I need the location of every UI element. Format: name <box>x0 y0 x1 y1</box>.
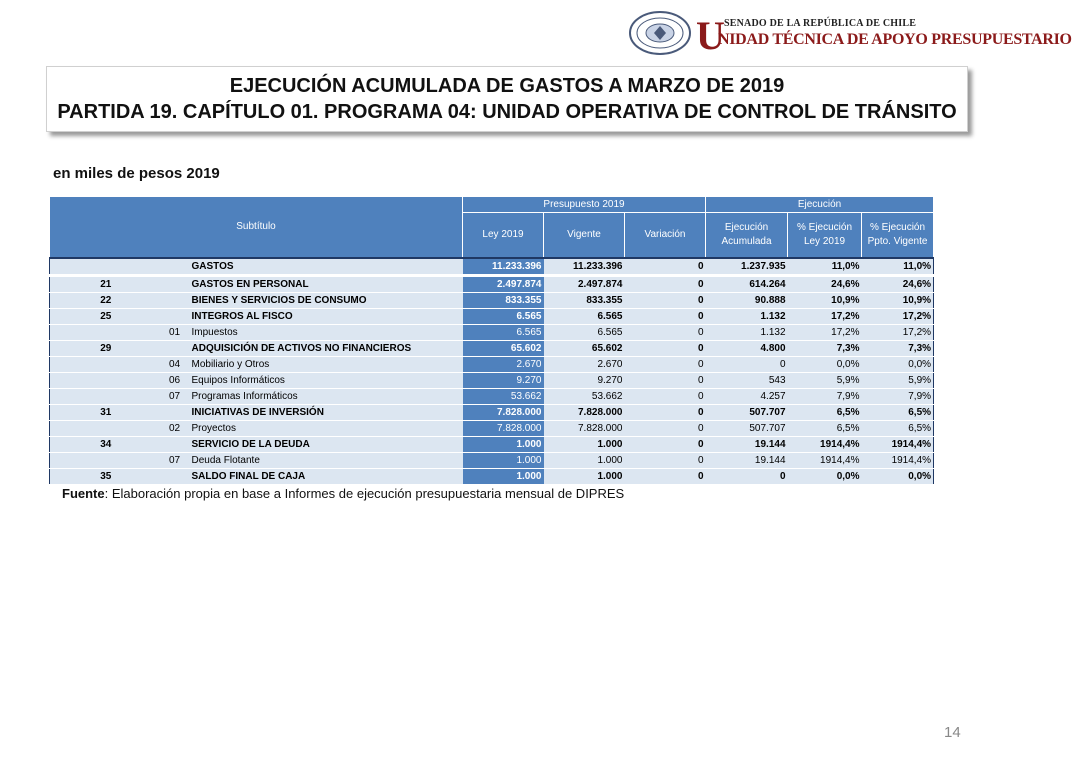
cell-item: 02 <box>162 421 188 437</box>
table-row <box>50 453 934 469</box>
cell-vigente: 2.670 <box>544 357 625 373</box>
cell-variacion: 0 <box>625 293 706 309</box>
cell-name: GASTOS EN PERSONAL <box>188 276 463 293</box>
table-row <box>50 357 934 373</box>
cell-item: 06 <box>162 373 188 389</box>
cell-variacion: 0 <box>625 309 706 325</box>
cell-ejecucion: 507.707 <box>706 405 788 421</box>
cell-pct-vigente: 0,0% <box>862 357 934 373</box>
page-subtitle: PARTIDA 19. CAPÍTULO 01. PROGRAMA 04: UNIDAD OPERATIVA DE CONTROL DE TRÁNSITO <box>57 101 957 123</box>
cell-variacion: 0 <box>625 258 706 276</box>
cell-code <box>50 389 162 405</box>
cell-variacion: 0 <box>625 421 706 437</box>
cell-ejecucion: 90.888 <box>706 293 788 309</box>
cell-variacion: 0 <box>625 325 706 341</box>
cell-ley: 65.602 <box>463 341 544 357</box>
cell-pct-ley: 0,0% <box>788 357 862 373</box>
cell-name: SALDO FINAL DE CAJA <box>188 469 463 485</box>
cell-variacion: 0 <box>625 437 706 453</box>
cell-vigente: 11.233.396 <box>544 258 625 276</box>
cell-ley: 833.355 <box>463 293 544 309</box>
cell-name: INICIATIVAS DE INVERSIÓN <box>188 405 463 421</box>
cell-pct-vigente: 10,9% <box>862 293 934 309</box>
budget-table <box>49 196 934 485</box>
cell-ejecucion: 0 <box>706 469 788 485</box>
table-row <box>50 341 934 357</box>
cell-ejecucion: 614.264 <box>706 276 788 293</box>
cell-vigente: 53.662 <box>544 389 625 405</box>
cell-name: INTEGROS AL FISCO <box>188 309 463 325</box>
cell-code <box>50 357 162 373</box>
cell-pct-vigente: 17,2% <box>862 309 934 325</box>
cell-variacion: 0 <box>625 357 706 373</box>
header-pct-vig: % Ejecución Ppto. Vigente <box>862 213 934 259</box>
header-vigente: Vigente <box>544 213 625 259</box>
table-row <box>50 405 934 421</box>
cell-item <box>162 276 188 293</box>
cell-variacion: 0 <box>625 373 706 389</box>
cell-ley: 6.565 <box>463 325 544 341</box>
cell-vigente: 6.565 <box>544 309 625 325</box>
brand-top-text: SENADO DE LA REPÚBLICA DE CHILE <box>724 18 917 29</box>
source-text: : Elaboración propia en base a Informes de ejecución presupuestaria mensual de DIPRES <box>104 486 625 501</box>
cell-ley: 7.828.000 <box>463 421 544 437</box>
cell-item: 07 <box>162 453 188 469</box>
header-ejecucion: Ejecución <box>706 197 934 213</box>
cell-pct-ley: 24,6% <box>788 276 862 293</box>
cell-pct-ley: 6,5% <box>788 421 862 437</box>
cell-name: SERVICIO DE LA DEUDA <box>188 437 463 453</box>
cell-item <box>162 309 188 325</box>
cell-ley: 53.662 <box>463 389 544 405</box>
cell-ley: 11.233.396 <box>463 258 544 276</box>
cell-code <box>50 373 162 389</box>
cell-code <box>50 421 162 437</box>
table-row <box>50 325 934 341</box>
cell-variacion: 0 <box>625 469 706 485</box>
table-row <box>50 276 934 293</box>
header-pct-ley: % Ejecución Ley 2019 <box>788 213 862 259</box>
header-presupuesto: Presupuesto 2019 <box>463 197 706 213</box>
cell-pct-vigente: 0,0% <box>862 469 934 485</box>
cell-item <box>162 293 188 309</box>
cell-ejecucion: 1.132 <box>706 325 788 341</box>
cell-name: ADQUISICIÓN DE ACTIVOS NO FINANCIEROS <box>188 341 463 357</box>
cell-pct-vigente: 7,9% <box>862 389 934 405</box>
table-body <box>50 258 934 485</box>
cell-code <box>50 325 162 341</box>
cell-item <box>162 437 188 453</box>
cell-ley: 2.497.874 <box>463 276 544 293</box>
cell-item <box>162 341 188 357</box>
cell-ejecucion: 19.144 <box>706 453 788 469</box>
cell-pct-ley: 7,3% <box>788 341 862 357</box>
cell-item <box>162 258 188 276</box>
table-row <box>50 421 934 437</box>
cell-ejecucion: 4.257 <box>706 389 788 405</box>
brand-bottom-text: NIDAD TÉCNICA DE APOYO PRESUPUESTARIO <box>718 31 1072 48</box>
cell-pct-ley: 10,9% <box>788 293 862 309</box>
cell-pct-ley: 11,0% <box>788 258 862 276</box>
cell-ejecucion: 0 <box>706 357 788 373</box>
title-box <box>46 66 968 132</box>
cell-pct-ley: 5,9% <box>788 373 862 389</box>
cell-name: GASTOS <box>188 258 463 276</box>
table-row <box>50 373 934 389</box>
cell-ley: 6.565 <box>463 309 544 325</box>
cell-pct-vigente: 6,5% <box>862 421 934 437</box>
table-row <box>50 258 934 276</box>
cell-name: Proyectos <box>188 421 463 437</box>
source-note <box>62 486 624 501</box>
cell-vigente: 6.565 <box>544 325 625 341</box>
cell-vigente: 1.000 <box>544 437 625 453</box>
cell-variacion: 0 <box>625 341 706 357</box>
page-title: EJECUCIÓN ACUMULADA DE GASTOS A MARZO DE 2019 <box>229 75 785 97</box>
header-ley: Ley 2019 <box>463 213 544 259</box>
header-ejec-acum: Ejecución Acumulada <box>706 213 788 259</box>
cell-item <box>162 405 188 421</box>
cell-code: 22 <box>50 293 162 309</box>
cell-item <box>162 469 188 485</box>
cell-ley: 7.828.000 <box>463 405 544 421</box>
cell-name: Equipos Informáticos <box>188 373 463 389</box>
cell-pct-vigente: 6,5% <box>862 405 934 421</box>
cell-pct-ley: 7,9% <box>788 389 862 405</box>
table-row <box>50 309 934 325</box>
cell-name: BIENES Y SERVICIOS DE CONSUMO <box>188 293 463 309</box>
cell-vigente: 2.497.874 <box>544 276 625 293</box>
cell-name: Impuestos <box>188 325 463 341</box>
cell-code: 35 <box>50 469 162 485</box>
cell-pct-ley: 17,2% <box>788 309 862 325</box>
cell-variacion: 0 <box>625 453 706 469</box>
cell-vigente: 7.828.000 <box>544 421 625 437</box>
cell-pct-vigente: 17,2% <box>862 325 934 341</box>
table-row <box>50 437 934 453</box>
cell-vigente: 1.000 <box>544 453 625 469</box>
cell-ley: 1.000 <box>463 469 544 485</box>
senado-seal-logo <box>628 10 692 56</box>
cell-item: 01 <box>162 325 188 341</box>
source-label: Fuente <box>62 486 105 501</box>
cell-ejecucion: 543 <box>706 373 788 389</box>
cell-code: 29 <box>50 341 162 357</box>
cell-pct-vigente: 1914,4% <box>862 437 934 453</box>
cell-name: Deuda Flotante <box>188 453 463 469</box>
cell-ejecucion: 1.132 <box>706 309 788 325</box>
table-header <box>50 197 934 259</box>
cell-vigente: 1.000 <box>544 469 625 485</box>
cell-vigente: 7.828.000 <box>544 405 625 421</box>
cell-variacion: 0 <box>625 405 706 421</box>
cell-pct-vigente: 7,3% <box>862 341 934 357</box>
cell-ejecucion: 19.144 <box>706 437 788 453</box>
cell-pct-vigente: 5,9% <box>862 373 934 389</box>
cell-vigente: 65.602 <box>544 341 625 357</box>
page-number: 14 <box>944 724 961 741</box>
cell-pct-vigente: 11,0% <box>862 258 934 276</box>
cell-vigente: 9.270 <box>544 373 625 389</box>
cell-ley: 1.000 <box>463 437 544 453</box>
cell-pct-vigente: 24,6% <box>862 276 934 293</box>
header-subtitulo: Subtítulo <box>50 197 463 259</box>
table-row <box>50 469 934 485</box>
cell-code: 34 <box>50 437 162 453</box>
cell-ley: 2.670 <box>463 357 544 373</box>
cell-pct-ley: 1914,4% <box>788 437 862 453</box>
cell-ley: 1.000 <box>463 453 544 469</box>
cell-item: 04 <box>162 357 188 373</box>
cell-pct-ley: 6,5% <box>788 405 862 421</box>
cell-pct-vigente: 1914,4% <box>862 453 934 469</box>
cell-ley: 9.270 <box>463 373 544 389</box>
cell-pct-ley: 1914,4% <box>788 453 862 469</box>
cell-code <box>50 258 162 276</box>
cell-variacion: 0 <box>625 389 706 405</box>
cell-vigente: 833.355 <box>544 293 625 309</box>
cell-ejecucion: 507.707 <box>706 421 788 437</box>
cell-code: 25 <box>50 309 162 325</box>
cell-pct-ley: 17,2% <box>788 325 862 341</box>
table-row <box>50 389 934 405</box>
cell-code: 31 <box>50 405 162 421</box>
cell-item: 07 <box>162 389 188 405</box>
cell-name: Mobiliario y Otros <box>188 357 463 373</box>
table-row <box>50 293 934 309</box>
cell-pct-ley: 0,0% <box>788 469 862 485</box>
cell-code <box>50 453 162 469</box>
cell-ejecucion: 4.800 <box>706 341 788 357</box>
cell-name: Programas Informáticos <box>188 389 463 405</box>
brand-letter: U <box>696 13 725 58</box>
cell-ejecucion: 1.237.935 <box>706 258 788 276</box>
cell-code: 21 <box>50 276 162 293</box>
cell-variacion: 0 <box>625 276 706 293</box>
units-label: en miles de pesos 2019 <box>53 165 220 182</box>
header-variacion: Variación <box>625 213 706 259</box>
